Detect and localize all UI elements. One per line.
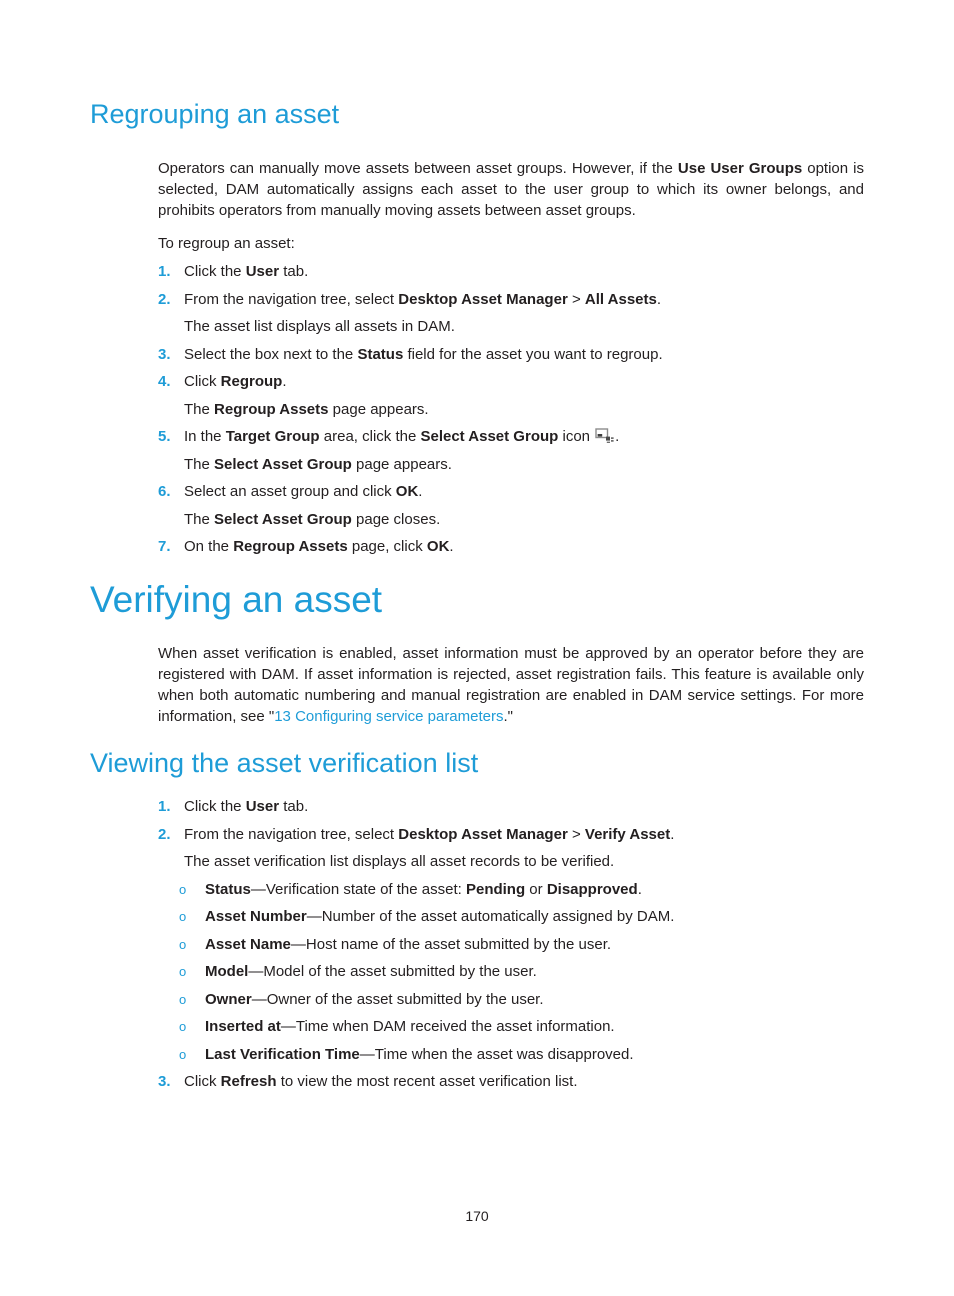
bold-text: Regroup [220, 373, 283, 390]
text-run: Operators can manually move assets between asset groups. However, if the [158, 160, 678, 177]
step-result-text [184, 454, 864, 475]
text-run: The asset verification list displays all asset records to be verified. [184, 853, 615, 870]
text-run: or [525, 880, 547, 898]
bold-text: Asset Name [205, 935, 291, 953]
text-run: page, click [347, 538, 427, 555]
step-text [184, 796, 864, 817]
step-number: 3. [158, 345, 171, 363]
section-body [158, 643, 864, 727]
text-run: Click [184, 1073, 221, 1090]
step-number: 2. [158, 825, 171, 843]
bullet-owner [179, 989, 864, 1010]
step-result-text [184, 509, 864, 530]
text-run: Click the [184, 263, 246, 280]
bold-text: Model [205, 963, 249, 980]
bold-text: Regroup Assets [233, 538, 348, 555]
section-verifying [90, 577, 864, 727]
step-number: 5. [158, 428, 171, 445]
bold-text: Disapproved [546, 880, 638, 898]
step-text [184, 481, 864, 502]
bold-text: Desktop Asset Manager [398, 290, 568, 308]
bullet-text [205, 961, 864, 982]
text-run: —Verification state of the asset: [250, 880, 466, 898]
link-13-configuring-service-parameters[interactable]: 13 Configuring service parameters [274, 708, 504, 725]
step-text [184, 426, 864, 447]
text-run: . [418, 483, 423, 500]
text-run: tab. [279, 798, 309, 815]
step-result-text [184, 399, 864, 420]
text-run: The [184, 510, 215, 528]
bold-text: Status [205, 880, 251, 898]
step-number: 7. [158, 538, 171, 555]
step-1 [158, 796, 864, 817]
bullet-model [179, 961, 864, 982]
circle-bullet-marker: o [179, 909, 187, 924]
text-run: area, click the [319, 428, 421, 445]
bullet-text [205, 906, 864, 927]
section-body [158, 158, 864, 557]
page-number: 170 [465, 1208, 489, 1224]
text-run: Select an asset group and click [184, 483, 396, 500]
circle-bullet-marker: o [179, 1046, 187, 1062]
step-number: 4. [158, 373, 171, 390]
bold-text: Use User Groups [677, 160, 803, 177]
section-heading-viewing: Viewing the asset verification list [90, 748, 479, 778]
chapter-heading-verifying: Verifying an asset [90, 579, 383, 620]
numbered-steps-viewing [158, 796, 864, 1092]
text-run: . [282, 373, 287, 390]
text-run: —Time when DAM received the asset information. [280, 1018, 615, 1035]
text-run: page appears. [351, 455, 452, 473]
text-run: . [449, 538, 454, 555]
bold-text: Pending [465, 880, 526, 898]
bold-text: Regroup Assets [214, 400, 329, 418]
text-run: . [637, 880, 642, 898]
step-text [184, 344, 864, 365]
step-5 [158, 426, 864, 475]
bold-text: User [245, 263, 280, 280]
step-1 [158, 261, 864, 282]
text-run: —Host name of the asset submitted by the user. [290, 935, 612, 953]
text-run: Select the box next to the [184, 345, 358, 363]
bullet-text [205, 1016, 864, 1037]
bold-text: Owner [205, 990, 252, 1008]
bold-text: Last Verification Time [205, 1045, 360, 1063]
step-number: 6. [158, 483, 171, 500]
step-2 [158, 824, 864, 1065]
intro-paragraph [158, 158, 864, 221]
text-run: . [670, 825, 675, 843]
step-7 [158, 536, 864, 557]
bullet-text [205, 989, 864, 1010]
text-run: > [567, 825, 585, 843]
text-run: From the navigation tree, select [184, 825, 399, 843]
lead-line: To regroup an asset: [158, 235, 295, 252]
text-run: From the navigation tree, select [184, 290, 399, 308]
select-asset-group-icon [595, 428, 614, 444]
step-text [184, 824, 864, 845]
step-text [184, 371, 864, 392]
bullet-text [205, 1044, 864, 1065]
circle-bullet-marker: o [179, 991, 187, 1007]
bold-text: Select Asset Group [214, 510, 352, 528]
bullet-status [179, 879, 864, 900]
bold-text: Status [357, 345, 404, 363]
text-run: page closes. [351, 510, 441, 528]
text-run: . [656, 290, 662, 308]
section-body [158, 796, 864, 1092]
bold-text: Select Asset Group [420, 428, 559, 445]
intro-paragraph [158, 643, 864, 727]
text-run: The [184, 400, 215, 418]
section-heading-regrouping: Regrouping an asset [90, 99, 340, 129]
section-viewing [90, 746, 864, 1092]
text-run: —Number of the asset automatically assigned by DAM. [306, 908, 675, 925]
text-run: On the [184, 538, 234, 555]
circle-bullet-marker: o [179, 936, 187, 952]
text-run: The asset list displays all assets in DAM. [184, 318, 455, 335]
step-text [184, 289, 864, 310]
bold-text: Verify Asset [584, 825, 671, 843]
bold-text: All Assets [584, 290, 657, 308]
text-run: —Model of the asset submitted by the user. [248, 963, 537, 980]
bold-text: User [245, 798, 280, 815]
text-run: to view the most recent asset verification list. [276, 1073, 578, 1090]
field-bullets [158, 879, 864, 1065]
text-run: option is selected, DAM automatically assigns each asset to the user group to which its owner belongs, and prohibits operators from manually moving assets between asset groups. [158, 160, 864, 219]
text-run: tab. [279, 263, 309, 280]
text-run: ." [503, 708, 513, 725]
text-run: In the [184, 428, 226, 445]
step-2 [158, 289, 864, 338]
step-4 [158, 371, 864, 420]
step-3 [158, 1071, 864, 1092]
step-result-text [184, 851, 864, 872]
step-number: 3. [158, 1073, 171, 1090]
bullet-text [205, 934, 864, 955]
section-regrouping [90, 97, 864, 557]
bold-text: Target Group [225, 428, 320, 445]
numbered-steps-regrouping [158, 261, 864, 557]
step-text [184, 261, 864, 282]
text-run: —Time when the asset was disapproved. [359, 1045, 634, 1063]
step-number: 1. [158, 263, 171, 280]
text-run: Click the [184, 798, 246, 815]
bullet-inserted-at [179, 1016, 864, 1037]
bold-text: Asset Number [205, 908, 307, 925]
circle-bullet-marker: o [179, 1019, 187, 1034]
bold-text: Inserted at [205, 1018, 281, 1035]
text-run: page appears. [328, 400, 429, 418]
bold-text: Select Asset Group [214, 455, 352, 473]
step-result-text [184, 316, 864, 337]
bullet-asset-number [179, 906, 864, 927]
step-number: 2. [158, 290, 171, 308]
step-text [184, 536, 864, 557]
text-run: When asset verification is enabled, asset information must be approved by an operator before they are registered with DAM. If asset information is rejected, asset registration fails. This feature is available only when both automatic numbering and manual registration are enabled in DAM service settings. For more information, see " [158, 645, 864, 725]
bullet-asset-name [179, 934, 864, 955]
step-text [184, 1071, 864, 1092]
bold-text: OK [395, 483, 419, 500]
text-run: . [615, 428, 620, 445]
circle-bullet-marker: o [179, 881, 187, 897]
circle-bullet-marker: o [179, 964, 187, 979]
bullet-last-verification-time [179, 1044, 864, 1065]
bold-text: OK [426, 538, 450, 555]
text-run: The [184, 455, 215, 473]
text-run: > [567, 290, 585, 308]
bold-text: Refresh [220, 1073, 277, 1090]
bold-text: Desktop Asset Manager [398, 825, 568, 843]
text-run: Click [184, 373, 221, 390]
bullet-text [205, 879, 864, 900]
text-run: icon [558, 428, 595, 445]
step-6 [158, 481, 864, 530]
text-run: field for the asset you want to regroup. [403, 345, 663, 363]
text-run: —Owner of the asset submitted by the user. [251, 990, 544, 1008]
step-number: 1. [158, 798, 171, 815]
step-3 [158, 344, 864, 365]
